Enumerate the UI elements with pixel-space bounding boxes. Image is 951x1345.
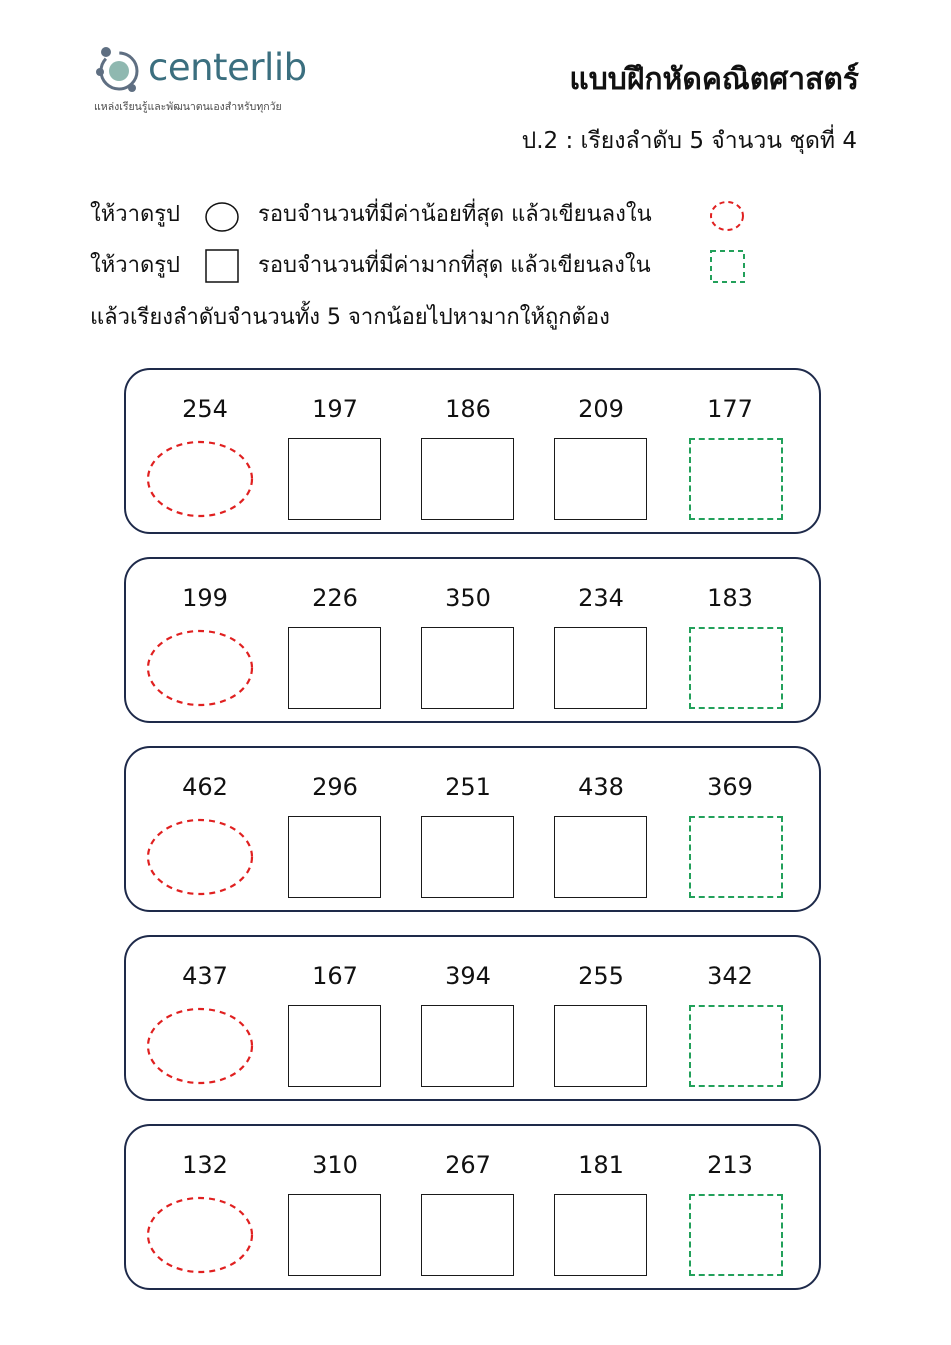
number-2: 226 bbox=[312, 584, 358, 612]
instruction-text: รอบจำนวนที่มีค่ามากที่สุด แล้วเขียนลงใน bbox=[258, 253, 651, 278]
number-3: 350 bbox=[445, 584, 491, 612]
number-1: 132 bbox=[182, 1151, 228, 1179]
answer-smallest-slot[interactable] bbox=[146, 1007, 254, 1085]
red-dashed-circle-icon bbox=[708, 199, 746, 233]
number-3: 394 bbox=[445, 962, 491, 990]
number-4: 234 bbox=[578, 584, 624, 612]
number-5: 213 bbox=[707, 1151, 753, 1179]
number-3: 186 bbox=[445, 395, 491, 423]
number-2: 197 bbox=[312, 395, 358, 423]
answer-slot-4[interactable] bbox=[554, 438, 647, 520]
number-2: 167 bbox=[312, 962, 358, 990]
answer-largest-slot[interactable] bbox=[689, 438, 783, 520]
circle-icon bbox=[204, 201, 240, 233]
logo-tagline: แหล่งเรียนรู้และพัฒนาตนเองสำหรับทุกวัย bbox=[94, 101, 282, 113]
number-5: 177 bbox=[707, 395, 753, 423]
problem-row-1 bbox=[124, 368, 821, 534]
answer-slot-3[interactable] bbox=[421, 816, 514, 898]
worksheet-title: แบบฝึกหัดคณิตศาสตร์ bbox=[569, 62, 859, 97]
worksheet-subtitle: ป.2 : เรียงลำดับ 5 จำนวน ชุดที่ 4 bbox=[521, 128, 857, 154]
number-5: 342 bbox=[707, 962, 753, 990]
answer-largest-slot[interactable] bbox=[689, 627, 783, 709]
instruction-order: แล้วเรียงลำดับจำนวนทั้ง 5 จากน้อยไปหามากให้ถูกต้อง bbox=[90, 305, 610, 330]
logo-molecule-icon bbox=[92, 42, 146, 96]
green-dashed-square-icon bbox=[708, 249, 748, 285]
number-2: 310 bbox=[312, 1151, 358, 1179]
problem-row-5 bbox=[124, 1124, 821, 1290]
answer-slot-4[interactable] bbox=[554, 627, 647, 709]
square-icon bbox=[204, 249, 240, 283]
instruction-prefix: ให้วาดรูป bbox=[90, 202, 181, 227]
number-4: 438 bbox=[578, 773, 624, 801]
instruction-text: รอบจำนวนที่มีค่าน้อยที่สุด แล้วเขียนลงใน bbox=[258, 202, 652, 227]
number-4: 255 bbox=[578, 962, 624, 990]
number-5: 369 bbox=[707, 773, 753, 801]
number-5: 183 bbox=[707, 584, 753, 612]
answer-slot-4[interactable] bbox=[554, 816, 647, 898]
answer-smallest-slot[interactable] bbox=[146, 440, 254, 518]
number-1: 462 bbox=[182, 773, 228, 801]
answer-smallest-slot[interactable] bbox=[146, 629, 254, 707]
number-3: 251 bbox=[445, 773, 491, 801]
answer-slot-4[interactable] bbox=[554, 1194, 647, 1276]
answer-slot-3[interactable] bbox=[421, 1005, 514, 1087]
answer-slot-3[interactable] bbox=[421, 438, 514, 520]
answer-slot-2[interactable] bbox=[288, 816, 381, 898]
centerlib-logo bbox=[92, 40, 342, 114]
answer-largest-slot[interactable] bbox=[689, 1005, 783, 1087]
answer-slot-3[interactable] bbox=[421, 627, 514, 709]
problem-row-2 bbox=[124, 557, 821, 723]
answer-slot-2[interactable] bbox=[288, 627, 381, 709]
answer-slot-2[interactable] bbox=[288, 1194, 381, 1276]
answer-slot-3[interactable] bbox=[421, 1194, 514, 1276]
answer-slot-2[interactable] bbox=[288, 1005, 381, 1087]
answer-largest-slot[interactable] bbox=[689, 816, 783, 898]
number-4: 181 bbox=[578, 1151, 624, 1179]
number-4: 209 bbox=[578, 395, 624, 423]
answer-slot-4[interactable] bbox=[554, 1005, 647, 1087]
instruction-prefix: ให้วาดรูป bbox=[90, 253, 181, 278]
answer-largest-slot[interactable] bbox=[689, 1194, 783, 1276]
number-2: 296 bbox=[312, 773, 358, 801]
number-3: 267 bbox=[445, 1151, 491, 1179]
number-1: 199 bbox=[182, 584, 228, 612]
answer-slot-2[interactable] bbox=[288, 438, 381, 520]
answer-smallest-slot[interactable] bbox=[146, 818, 254, 896]
problem-row-4 bbox=[124, 935, 821, 1101]
instruction-largest bbox=[90, 249, 770, 285]
logo-wordmark: centerlib bbox=[148, 46, 307, 89]
instruction-smallest bbox=[90, 198, 770, 234]
problem-row-3 bbox=[124, 746, 821, 912]
answer-smallest-slot[interactable] bbox=[146, 1196, 254, 1274]
number-1: 254 bbox=[182, 395, 228, 423]
number-1: 437 bbox=[182, 962, 228, 990]
